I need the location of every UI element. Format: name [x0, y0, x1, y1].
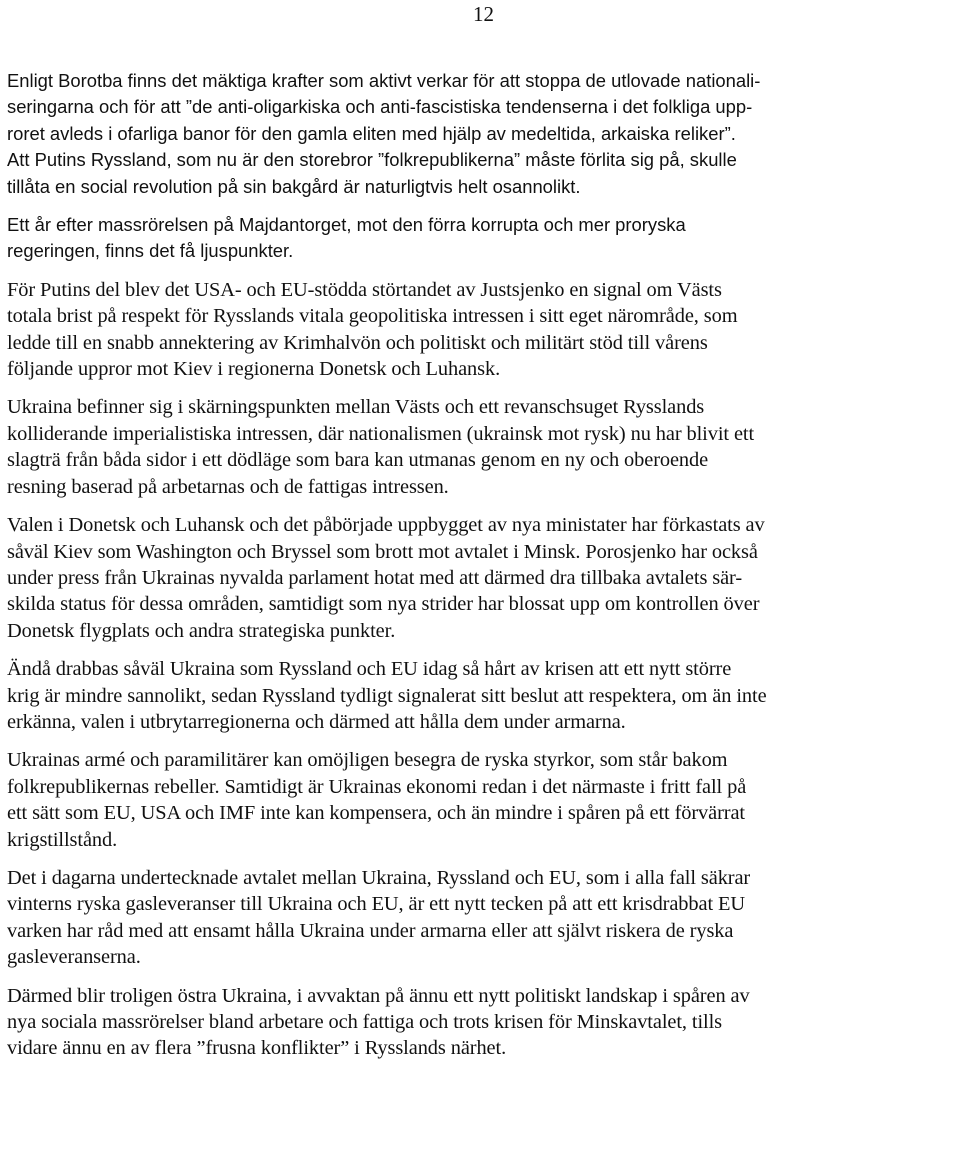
text-line: folkrepublikernas rebeller. Samtidigt är Ukrainas ekonomi redan i det närmaste i fritt fall på [7, 775, 747, 798]
text-line: Enligt Borotba finns det mäktiga krafter som aktivt verkar för att stoppa de utlovade nationali- [7, 70, 761, 91]
text-line: För Putins del blev det USA- och EU-stödda störtandet av Justsjenko en signal om Västs [7, 278, 722, 301]
text-line: vidare ännu en av flera ”frusna konflikter” i Rysslands närhet. [7, 1037, 507, 1060]
text-line: Ett år efter massrörelsen på Majdantorget, mot den förra korrupta och mer proryska [7, 214, 686, 236]
text-line: krig är mindre sannolikt, sedan Ryssland tydligt signalerat sitt beslut att respektera, om än inte [7, 684, 767, 707]
text-line: resning baserad på arbetarnas och de fattigas intressen. [7, 475, 449, 498]
text-line: följande uppror mot Kiev i regionerna Donetsk och Luhansk. [7, 358, 501, 381]
text-line: roret avleds i ofarliga banor för den gamla eliten med hjälp av medeltida, arkaiska reliker”. [7, 122, 736, 144]
paragraph [7, 983, 953, 1062]
text-line: totala brist på respekt för Rysslands vitala geopolitiska intressen i sitt eget närområde, som [7, 305, 738, 328]
text-line: slagträ från båda sidor i ett dödläge som bara kan utmanas genom en ny och oberoende [7, 449, 709, 472]
text-line: Att Putins Ryssland, som nu är den storebror ”folkrepublikerna” måste förlita sig på, skulle [7, 149, 737, 171]
text-line: nya sociala massrörelser bland arbetare och fattiga och trots krisen för Minskavtalet, tills [7, 1011, 722, 1033]
text-line: erkänna, valen i utbrytarregionerna och därmed att hålla dem under armarna. [7, 710, 626, 733]
text-line: gasleveranserna. [7, 946, 141, 969]
text-line: Det i dagarna undertecknade avtalet mellan Ukraina, Ryssland och EU, som i alla fall säkrar [7, 866, 751, 889]
paragraph [7, 68, 953, 200]
text-line: Ukraina befinner sig i skärningspunkten mellan Västs och ett revanschsuget Rysslands [7, 396, 705, 419]
text-line: Donetsk flygplats och andra strategiska punkter. [7, 619, 396, 642]
text-line: seringarna och för att ”de anti-oligarkiska och anti-fascistiska tendenserna i det folkliga upp- [7, 96, 753, 118]
text-line: kolliderande imperialistiska intressen, där nationalismen (ukrainsk mot rysk) nu har blivit ett [7, 422, 755, 445]
paragraph [7, 512, 953, 644]
text-line: ett sätt som EU, USA och IMF inte kan kompensera, och än mindre i spåren på ett förvärrat [7, 802, 745, 825]
document-body [7, 68, 953, 1074]
text-line: regeringen, finns det få ljuspunkter. [7, 240, 294, 262]
text-line: Därmed blir troligen östra Ukraina, i avvaktan på ännu ett nytt politiskt landskap i spåren av [7, 984, 750, 1007]
text-line: varken har råd med att ensamt hålla Ukraina under armarna eller att självt riskera de ryska [7, 919, 734, 942]
text-line: Ukrainas armé och paramilitärer kan omöjligen besegra de ryska styrkor, som står bakom [7, 749, 728, 772]
paragraph [7, 277, 953, 383]
paragraph [7, 394, 953, 500]
text-line: vinterns ryska gasleveranser till Ukraina och EU, är ett nytt tecken på att ett krisdrabbat EU [7, 893, 745, 916]
page-number: 12 [473, 2, 494, 26]
paragraph [7, 747, 953, 853]
paragraph [7, 865, 953, 971]
text-line: skilda status för dessa områden, samtidigt som nya strider har blossat upp om kontrollen över [7, 593, 760, 616]
text-line: under press från Ukrainas nyvalda parlament hotat med att därmed dra tillbaka avtalets sär- [7, 566, 743, 589]
text-line: tillåta en social revolution på sin bakgård är naturligtvis helt osannolikt. [7, 175, 581, 197]
text-line: Valen i Donetsk och Luhansk och det påbörjade uppbygget av nya ministater har förkastats av [7, 514, 765, 537]
text-line: Ändå drabbas såväl Ukraina som Ryssland och EU idag så hårt av krisen att ett nytt större [7, 658, 732, 681]
paragraph [7, 212, 953, 265]
paragraph [7, 656, 953, 735]
text-line: ledde till en snabb annektering av Krimhalvön och politiskt och militärt stöd till vårens [7, 331, 708, 354]
text-line: krigstillstånd. [7, 828, 118, 851]
text-line: såväl Kiev som Washington och Bryssel som brott mot avtalet i Minsk. Porosjenko har också [7, 540, 758, 563]
